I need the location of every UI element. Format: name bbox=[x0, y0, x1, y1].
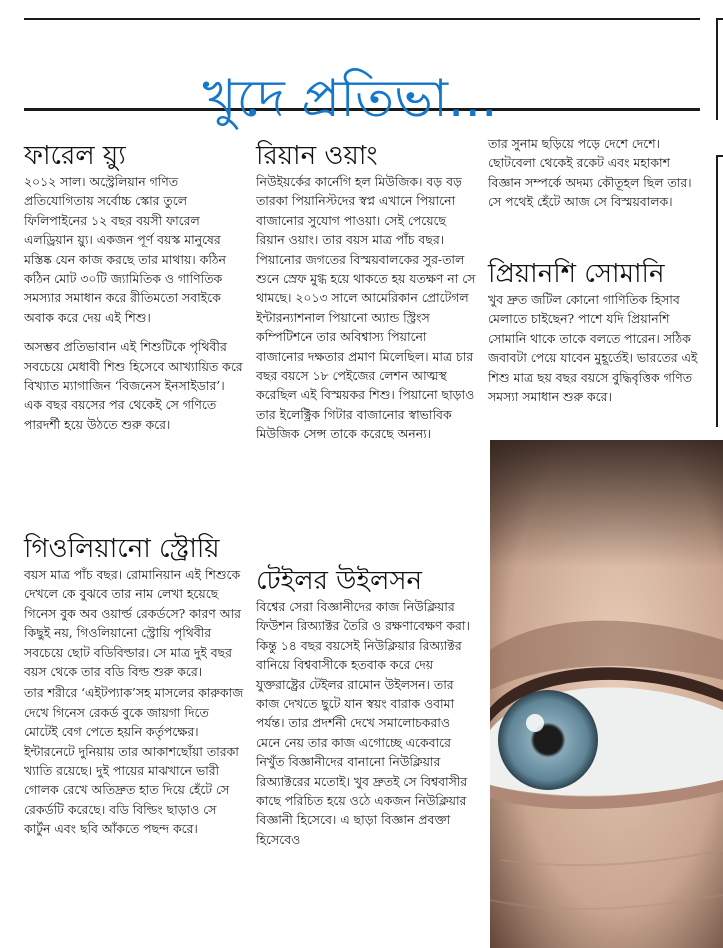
eye-closeup-photo bbox=[490, 440, 723, 948]
article-paragraph: তার সুনাম ছড়িয়ে পড়ে দেশে দেশে। ছোটবেলা থেকেই রকেট এবং মহাকাশ বিজ্ঞান সম্পর্কে অদম্য কৌতূহল ছিল তার। সে পথেই হেঁটে আজ সে বিস্ময়বালক। bbox=[488, 136, 692, 210]
article-paragraph: তার শরীরে ‘এইটপ্যাক’সহ মাসলের কারুকাজ দেখে গিনেস রেকর্ড বুকে জায়গা দিতে মোটেই বেগ পেতে হয়নি কর্তৃপক্ষের। ইন্টারনেটে দুনিয়ায় তার আকাশছোঁয়া তারকা খ্যাতি রয়েছে। দুই পায়ের মাঝখানে ভারী গোলক রেখে অতিদ্রুত হাত দিয়ে হেঁটে সে রেকর্ডটি করেছে। বডি বিল্ডিং ছাড়াও সে কার্টুন এবং ছবি আঁকতে পছন্দ করে। bbox=[24, 685, 244, 837]
article-paragraph: বিশ্বের সেরা বিজ্ঞানীদের কাজ নিউক্লিয়ার ফিউশন রিঅ্যাক্টর তৈরি ও রক্ষণাবেক্ষণ করা। কিন্তু ১৪ বছর বয়সেই নিউক্লিয়ার রিঅ্যাক্টর বানিয়ে বিশ্ববাসীকে হতবাক করে দেয় যুক্তরাষ্ট্রের টেইলর রামোন উইলসন। তার কাজ দেখতে ছুটে যান স্বয়ং বারাক ওবামা পর্যন্ত। তার প্রদর্শনী দেখে সমালোচকরাও মেনে নেয় তার কাজ এগোচ্ছে একেবারে নিখুঁত বিজ্ঞানীদের বানানো নিউক্লিয়ার রিঅ্যাক্টরের মতোই। খুব দ্রুতই সে বিশ্ববাসীর কাছে পরিচিত হয়ে ওঠে একজন নিউক্লিয়ার বিজ্ঞানী হিসেবে। এ ছাড়া বিজ্ঞান প্রবক্তা হিসেবেও bbox=[256, 599, 470, 847]
article-heading: রিয়ান ওয়াং bbox=[256, 141, 378, 171]
page-title: খুদে প্রতিভা... bbox=[202, 68, 498, 129]
article-heading: গিওলিয়ানো স্ট্রোয়ি bbox=[24, 534, 220, 564]
article-paragraph: বয়স মাত্র পাঁচ বছর। রোমানিয়ান এই শিশুকে দেখলে কে বুঝবে তার নাম লেখা হয়েছে গিনেস বুক অব ওয়ার্ল্ড রেকর্ডসে? কারণ আর কিছুই নয়, গিওলিয়ানো স্ট্রোয়ি পৃথিবীর সবচেয়ে ছোট বডিবিল্ডার। সে মাত্র দুই বছর বয়স থেকে তার বডি বিল্ড শুরু করে। bbox=[24, 567, 241, 680]
article-ryan-wang bbox=[256, 140, 478, 454]
adjacent-box-fragment bbox=[716, 155, 723, 427]
article-taylor-wilson bbox=[256, 565, 478, 859]
article-paragraph: অসম্ভব প্রতিভাবান এই শিশুটিকে পৃথিবীর সবচেয়ে মেধাবী শিশু হিসেবে আখ্যায়িত করে বিখ্যাত ম্যাগাজিন ‘বিজনেস ইনসাইডার’। এক বছর বয়সের পর থেকেই সে গণিতে পারদর্শী হয়ে উঠতে শুরু করে। bbox=[24, 339, 243, 432]
article-paragraph: নিউইয়র্কের কার্নেগি হল মিউজিক। বড় বড় তারকা পিয়ানিস্টদের স্বপ্ন এখানে পিয়ানো বাজানোর সুযোগ পাওয়া। সেই পেয়েছে রিয়ান ওয়াং। তার বয়স মাত্র পাঁচ বছর। পিয়ানোর জগতের বিস্ময়বালকের সুর-তাল শুনে স্রেফ মুগ্ধ হয়ে থাকতে হয় যতক্ষণ না সে থামছে। ২০১৩ সালে আমেরিকান প্রোটেগল ইন্টারন্যাশনাল পিয়ানো অ্যান্ড স্ট্রিংস কম্পিটিশনে তার অবিশ্বাস্য পিয়ানো বাজানোর দক্ষতার প্রমাণ মিলেছিল। মাত্র চার বছর বয়সে ১৮ পেইজের লেশন আত্মস্থ করেছিল এই বিস্ময়কর শিশু। পিয়ানো ছাড়াও তার ইলেক্ট্রিক গিটার বাজানোর স্বাভাবিক মিউজিক সেন্স তাকে করেছে অনন্য। bbox=[256, 174, 476, 442]
article-giuliano-stroe bbox=[24, 533, 244, 849]
article-priyanshi-somani bbox=[488, 258, 703, 416]
article-heading: প্রিয়ানশি সোমানি bbox=[488, 259, 665, 289]
article-taylor-wilson-continued bbox=[488, 134, 703, 222]
eye-illustration bbox=[490, 440, 723, 948]
adjacent-box-fragment bbox=[716, 18, 723, 120]
article-paragraph: খুব দ্রুত জটিল কোনো গাণিতিক হিসাব মেলাতে চাইছেন? পাশে যদি প্রিয়ানশি সোমানি থাকে তাকে বলতে পারেন। সঠিক জবাবটা পেয়ে যাবেন মুহূর্তেই। ভারতের এই শিশু মাত্র ছয় বছর বয়সে বুদ্ধিবৃত্তিক গণিত সমস্যা সমাধান শুরু করে। bbox=[488, 292, 698, 405]
article-heading: ফারেল য়্যু bbox=[24, 141, 126, 171]
article-heading: টেইলর উইলসন bbox=[256, 566, 423, 596]
article-paragraph: ২০১২ সাল। অস্ট্রেলিয়ান গণিত প্রতিযোগিতায় সর্বোচ্চ স্কোর তুলে ফিলিপাইনের ১২ বছর বয়সী ফারেল এলড্রিয়ান য়্যু। একজন পূর্ণ বয়স্ক মানুষের মস্তিষ্ক যেন কাজ করছে তার মাথায়। কঠিন কঠিন মোট ৩০টি জ্যামিতিক ও গাণিতিক সমস্যার সমাধান করে রীতিমতো সবাইকে অবাক করে দেয় এই শিশু। bbox=[24, 174, 226, 325]
article-farrel-yu bbox=[24, 140, 244, 444]
top-rule bbox=[24, 18, 700, 20]
